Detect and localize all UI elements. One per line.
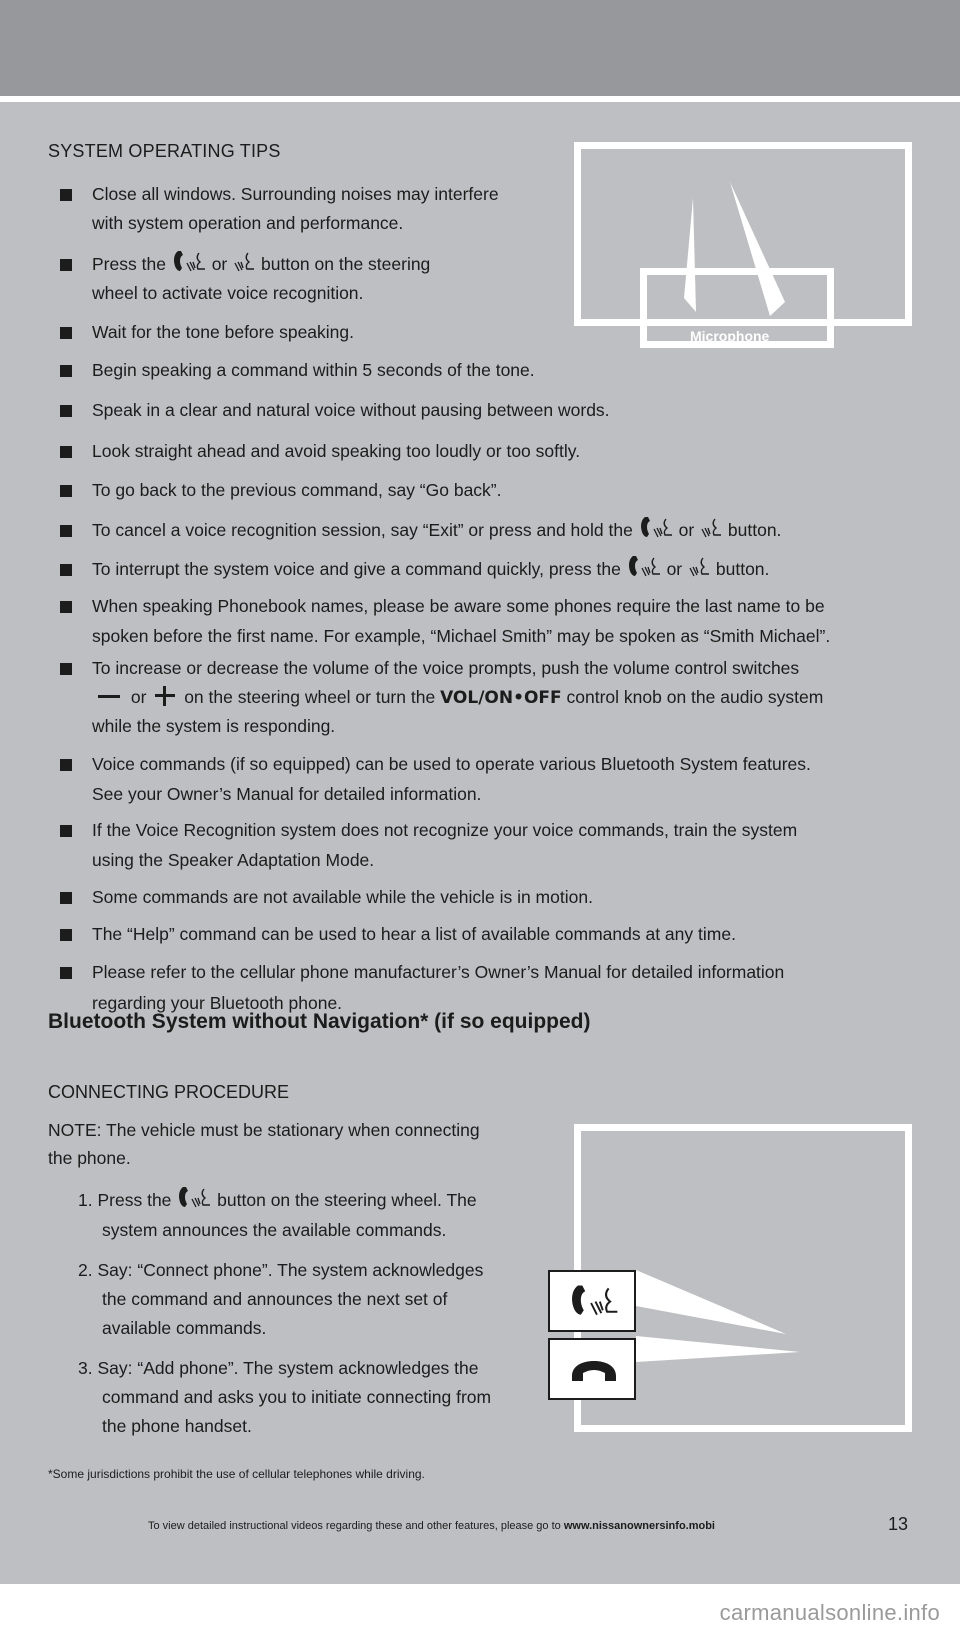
button-pointer-lines [630,1260,810,1380]
bullet-icon [60,485,72,497]
bullet-icon [60,929,72,941]
note-line-1: NOTE: The vehicle must be stationary when connecting [48,1120,480,1140]
bullet-icon [60,564,72,576]
phone-talk-icon [626,555,662,581]
bullet-icon [60,601,72,613]
talk-icon [232,250,256,276]
bullet-icon [60,967,72,979]
phone-talk-icon [638,516,674,542]
bullet-icon [60,189,72,201]
bullet-icon [60,446,72,458]
bluetooth-section-title: Bluetooth System without Navigation* (if so equipped) [48,1010,591,1033]
minus-icon [98,695,120,698]
talk-icon [699,516,723,542]
footer-url-link[interactable]: www.nissanownersinfo.mobi [563,1520,715,1532]
watermark: carmanualsonline.info [719,1600,940,1625]
phone-talk-icon [171,250,207,276]
footer-text: To view detailed instructional videos regarding these and other features, please go to www.nissanownersinfo.mobi [148,1520,715,1532]
bullet-icon [60,663,72,675]
connecting-procedure-header: CONNECTING PROCEDURE [48,1082,290,1102]
footnote: *Some jurisdictions prohibit the use of cellular telephones while driving. [48,1467,425,1481]
bullet-icon [60,525,72,537]
plus-icon [155,686,175,706]
bullet-icon [60,327,72,339]
top-band [0,0,960,96]
bullet-icon [60,259,72,271]
phone-talk-icon [176,1186,212,1212]
page-number: 13 [888,1514,909,1534]
phone-talk-icon [564,1284,624,1322]
bullet-icon [60,892,72,904]
microphone-label: Microphone [690,328,770,344]
bullet-icon [60,759,72,771]
note-line-2: the phone. [48,1148,131,1168]
phone-talk-button[interactable] [548,1270,636,1332]
bullet-icon [60,365,72,377]
bullet-icon [60,825,72,837]
hang-up-icon [568,1354,620,1388]
section-header: SYSTEM OPERATING TIPS [48,141,281,161]
hang-up-button[interactable] [548,1338,636,1400]
talk-icon [687,555,711,581]
bullet-icon [60,405,72,417]
